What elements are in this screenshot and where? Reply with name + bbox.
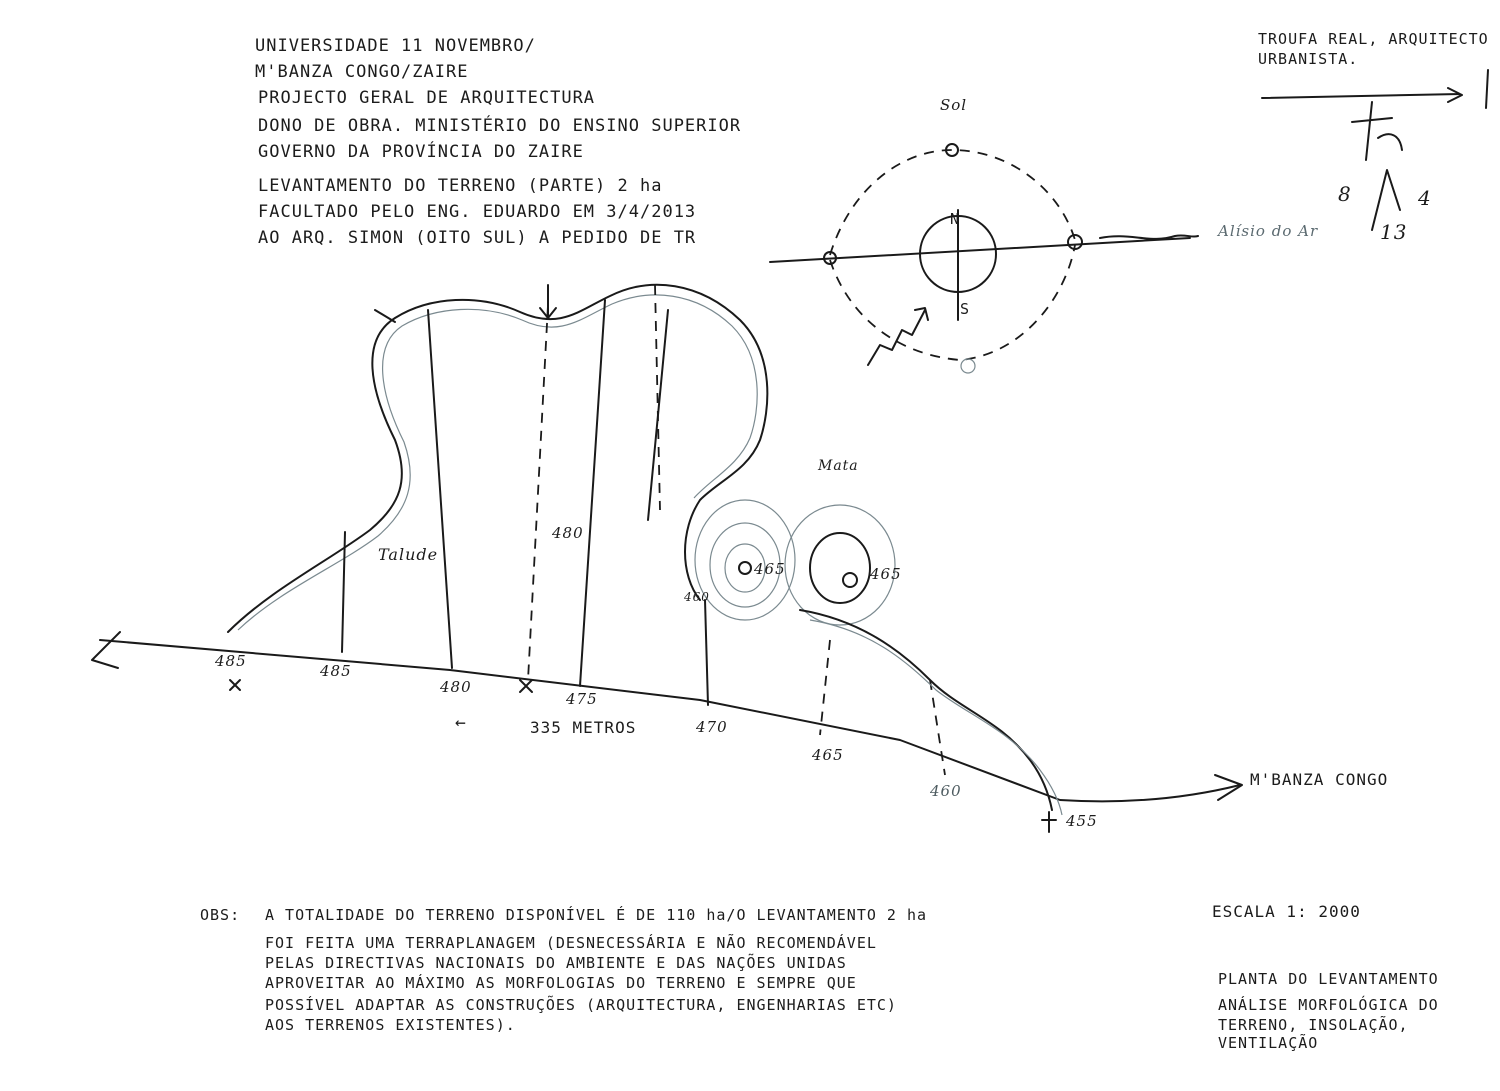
signature-num-left: 8 <box>1338 182 1352 206</box>
wind-label: Alísio do Ar <box>1218 222 1319 240</box>
header-line-4: DONO DE OBRA. MINISTÉRIO DO ENSINO SUPERIOR <box>258 116 742 136</box>
sun-south-marker <box>961 359 975 373</box>
peak-a-label: 465 <box>754 560 786 578</box>
signature-num-bottom: 13 <box>1380 220 1408 244</box>
contour-line-4 <box>580 300 605 686</box>
contour-line-2 <box>428 310 452 668</box>
hill-b-contour-2 <box>810 533 870 603</box>
wind-arrow-2 <box>375 310 395 322</box>
north-label: N <box>950 210 961 228</box>
author-arrow <box>1262 88 1462 102</box>
terrain-outline-inner <box>238 295 757 630</box>
hill-a-peak-marker <box>739 562 751 574</box>
contour-line-3 <box>528 305 548 680</box>
end-cross-mark <box>1042 812 1056 832</box>
contour-line-6 <box>648 310 668 520</box>
notes-line-3: PELAS DIRECTIVAS NACIONAIS DO AMBIENTE E DAS NAÇÕES UNIDAS <box>265 954 847 972</box>
legend-line-3: TERRENO, INSOLAÇÃO, <box>1218 1016 1409 1034</box>
compass-ew-axis <box>770 238 1190 262</box>
road-label-480: 480 <box>440 678 472 696</box>
scale-label: ESCALA 1: 2000 <box>1212 902 1361 921</box>
distance-label: 335 METROS <box>530 718 637 737</box>
author-line-2: URBANISTA. <box>1258 50 1359 68</box>
author-tick <box>1486 70 1488 108</box>
destination-label: M'BANZA CONGO <box>1250 770 1389 789</box>
road-label-475: 475 <box>566 690 598 708</box>
wind-arrow-1 <box>540 285 556 318</box>
header-line-5: GOVERNO DA PROVÍNCIA DO ZAIRE <box>258 142 584 162</box>
notes-line-2: FOI FEITA UMA TERRAPLANAGEM (DESNECESSÁRIA E NÃO RECOMENDÁVEL <box>265 934 877 952</box>
survey-line-2: FACULTADO PELO ENG. EDUARDO EM 3/4/2013 <box>258 202 697 222</box>
road-line <box>100 640 1240 801</box>
elevation-460-inner-label: 460 <box>684 590 710 604</box>
contour-line-7 <box>705 600 708 705</box>
survey-line-3: AO ARQ. SIMON (OITO SUL) A PEDIDO DE TR <box>258 228 697 248</box>
hill-b-peak-marker <box>843 573 857 587</box>
signature-mark <box>1352 102 1402 160</box>
notes-line-1: A TOTALIDADE DO TERRENO DISPONÍVEL É DE 110 ha/O LEVANTAMENTO 2 ha <box>265 906 928 924</box>
road-label-460: 460 <box>930 782 962 800</box>
wind-arrow-compass <box>868 308 928 365</box>
notes-line-5: POSSÍVEL ADAPTAR AS CONSTRUÇÕES (ARQUITECTURA, ENGENHARIAS ETC) <box>265 996 897 1014</box>
survey-line-1: LEVANTAMENTO DO TERRENO (PARTE) 2 ha <box>258 176 663 196</box>
hill-to-road-line <box>800 610 1052 810</box>
legend-line-2: ANÁLISE MORFOLÓGICA DO <box>1218 996 1439 1014</box>
distance-arrow: ← <box>455 712 467 733</box>
talude-label: Talude <box>378 545 439 564</box>
south-label: S <box>960 300 971 318</box>
header-line-3: PROJECTO GERAL DE ARQUITECTURA <box>258 88 596 108</box>
peak-b-label: 465 <box>870 565 902 583</box>
notes-line-6: AOS TERRENOS EXISTENTES). <box>265 1016 516 1034</box>
header-line-2: M'BANZA CONGO/ZAIRE <box>255 62 469 82</box>
elevation-480-label: 480 <box>552 524 584 542</box>
road-label-455: 455 <box>1066 812 1098 830</box>
road-label-470: 470 <box>696 718 728 736</box>
obs-label: OBS: <box>200 906 241 924</box>
signature-num-right: 4 <box>1418 186 1432 210</box>
start-cross-mark <box>230 680 240 690</box>
mata-label: Mata <box>818 458 859 474</box>
sun-label: Sol <box>940 96 968 114</box>
legend-line-4: VENTILAÇÃO <box>1218 1034 1319 1052</box>
sun-path-upper <box>830 150 1075 255</box>
legend-line-1: PLANTA DO LEVANTAMENTO <box>1218 970 1439 988</box>
contour-line-8 <box>820 640 830 735</box>
road-label-465: 465 <box>812 746 844 764</box>
sun-path-lower <box>830 245 1075 360</box>
road-arrow-left <box>92 632 120 668</box>
road-label-485b: 485 <box>320 662 352 680</box>
notes-line-4: APROVEITAR AO MÁXIMO AS MORFOLOGIAS DO TERRENO E SEMPRE QUE <box>265 974 857 992</box>
author-line-1: TROUFA REAL, ARQUITECTO <box>1258 30 1489 48</box>
road-label-485a: 485 <box>215 652 247 670</box>
header-line-1: UNIVERSIDADE 11 NOVEMBRO/ <box>255 36 536 56</box>
scale-x-mark <box>520 680 532 692</box>
